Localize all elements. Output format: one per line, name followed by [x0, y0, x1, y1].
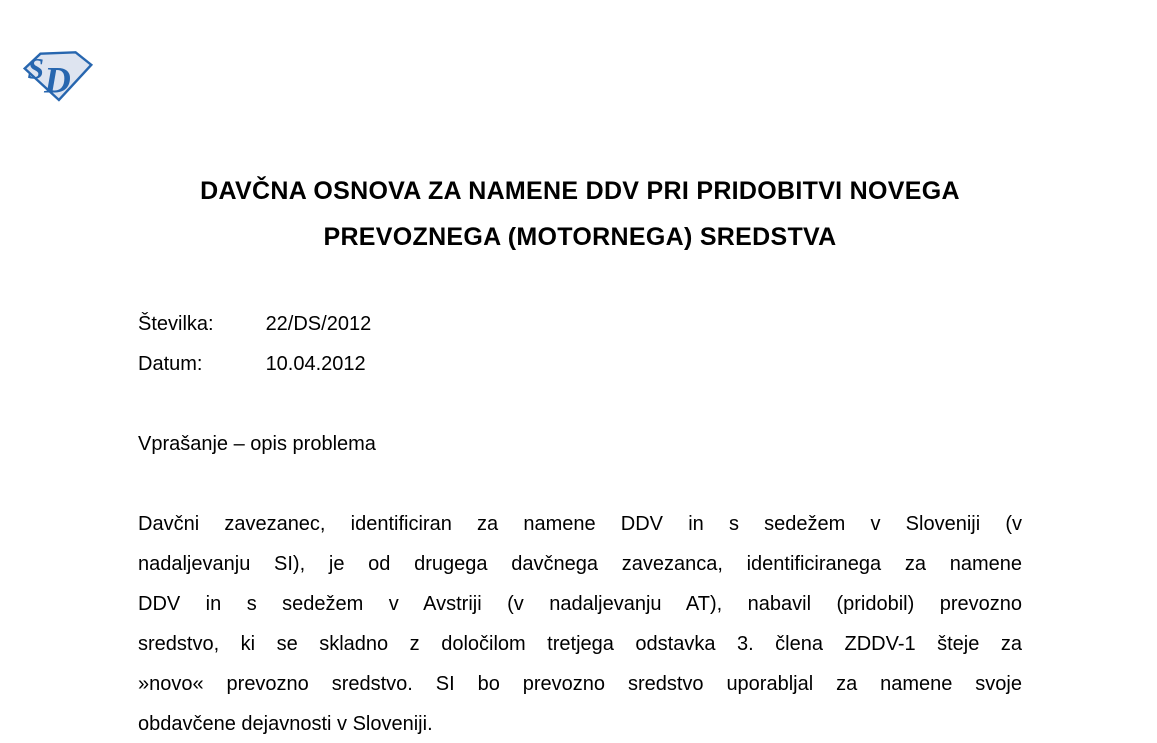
- document-title-line-1: DAVČNA OSNOVA ZA NAMENE DDV PRI PRIDOBITVI NOVEGA: [200, 177, 960, 205]
- document-meta: [138, 304, 371, 384]
- meta-row-date: [138, 344, 371, 384]
- paragraph-line: Davčni zavezanec, identificiran za namene DDV in s sedežem v Sloveniji (v: [138, 513, 1022, 535]
- paragraph-line: nadaljevanju SI), je od drugega davčnega zavezanca, identificiranega za namene: [138, 553, 1022, 575]
- number-value: 22/DS/2012: [265, 313, 372, 335]
- paragraph-line: DDV in s sedežem v Avstriji (v nadaljevanju AT), nabavil (pridobil) prevozno: [138, 593, 1022, 615]
- logo-letter-s: S: [27, 53, 44, 86]
- sd-shield-logo-graphic: [21, 46, 95, 104]
- paragraph-line: sredstvo, ki se skladno z določilom tretjega odstavka 3. člena ZDDV-1 šteje za: [138, 633, 1022, 655]
- document-title-line-2: PREVOZNEGA (MOTORNEGA) SREDSTVA: [323, 223, 837, 251]
- section-heading: Vprašanje – opis problema: [138, 433, 376, 455]
- body-paragraph: [138, 504, 1022, 743]
- document-title: [138, 168, 1022, 260]
- date-label: Datum:: [138, 353, 203, 375]
- paragraph-line: obdavčene dejavnosti v Sloveniji.: [138, 713, 433, 735]
- paragraph-line: »novo« prevozno sredstvo. SI bo prevozno sredstvo uporabljal za namene svoje: [138, 673, 1022, 695]
- sd-shield-logo: [21, 46, 95, 104]
- date-value: 10.04.2012: [265, 353, 366, 375]
- meta-row-number: [138, 304, 371, 344]
- number-label: Številka:: [138, 313, 214, 335]
- logo-letter-d: D: [44, 60, 71, 102]
